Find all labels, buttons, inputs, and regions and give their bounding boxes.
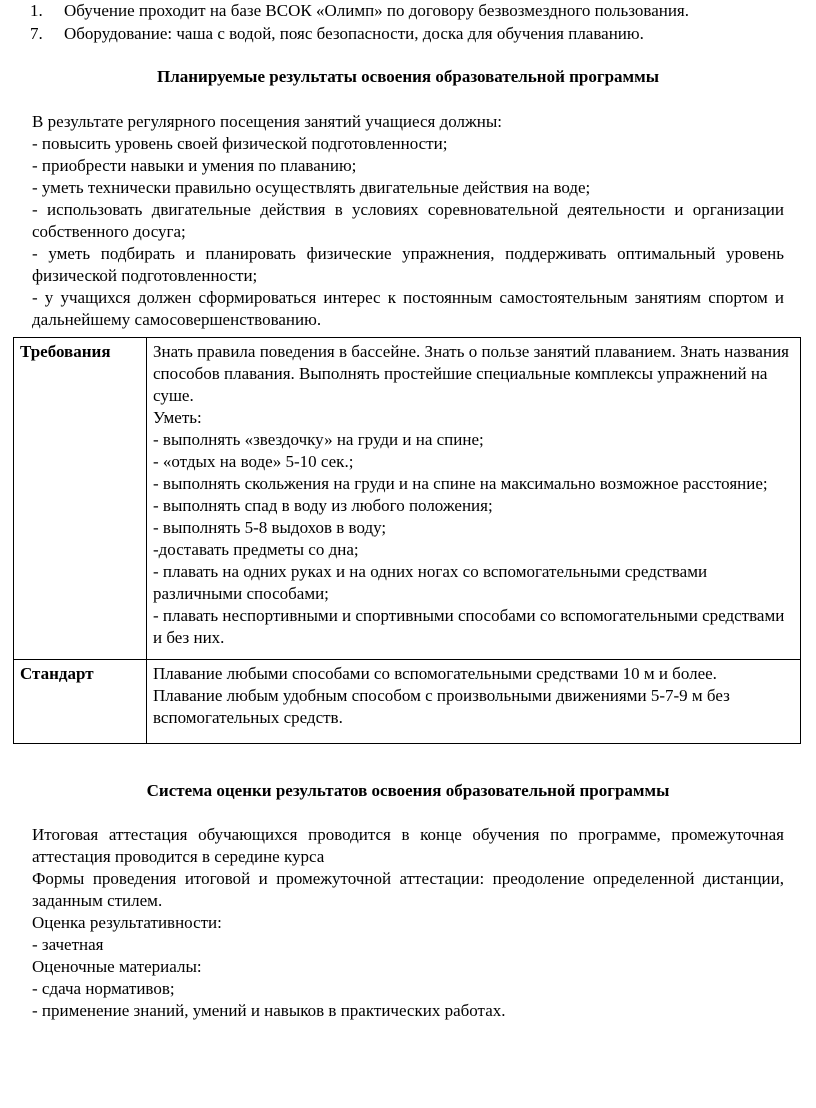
section-heading-assessment: Система оценки результатов освоения образовательной программы bbox=[146, 781, 670, 800]
cell-line: - выполнять скольжения на груди и на спине на максимально возможное расстояние; bbox=[153, 474, 768, 493]
cell-line: Уметь: bbox=[153, 408, 202, 427]
cell-line: Знать правила поведения в бассейне. Знать о пользе занятий плаванием. Знать названия способов плавания. Выполнять простейшие специальные комплексы упражнений на суше. bbox=[153, 342, 789, 405]
list-text: Оборудование: чаша с водой, пояс безопасности, доска для обучения плаванию. bbox=[64, 24, 644, 43]
cell-line: Плавание любыми способами со вспомогательными средствами 10 м и более. bbox=[153, 664, 717, 683]
list-number: 1. bbox=[30, 1, 43, 20]
cell-line: Плавание любым удобным способом с произвольными движениями 5-7-9 м без вспомогательных средств. bbox=[153, 686, 730, 727]
row-label-standard: Стандарт bbox=[14, 660, 147, 744]
results-intro: В результате регулярного посещения занятий учащиеся должны: bbox=[32, 112, 503, 131]
cell-line: -доставать предметы со дна; bbox=[153, 540, 359, 559]
results-item: - использовать двигательные действия в условиях соревновательной деятельности и организации собственного досуга; bbox=[32, 200, 784, 241]
table-row bbox=[14, 338, 801, 660]
numbered-list bbox=[30, 0, 790, 46]
cell-line: - «отдых на воде» 5-10 сек.; bbox=[153, 452, 354, 471]
requirements-cell bbox=[147, 338, 801, 660]
cell-line: - выполнять 5-8 выдохов в воду; bbox=[153, 518, 387, 537]
cell-line: - плавать на одних руках и на одних ногах со вспомогательными средствами различными способами; bbox=[153, 562, 708, 603]
results-item: - уметь технически правильно осуществлять двигательные действия на воде; bbox=[32, 178, 591, 197]
results-item: - приобрести навыки и умения по плаванию; bbox=[32, 156, 357, 175]
assessment-block bbox=[32, 824, 784, 1022]
cell-line: - выполнять «звездочку» на груди и на спине; bbox=[153, 430, 484, 449]
section-heading-results: Планируемые результаты освоения образовательной программы bbox=[157, 67, 659, 86]
cell-line: - выполнять спад в воду из любого положения; bbox=[153, 496, 493, 515]
list-text: Обучение проходит на базе ВСОК «Олимп» по договору безвозмездного пользования. bbox=[64, 1, 689, 20]
results-item: - у учащихся должен сформироваться интерес к постоянным самостоятельным занятиям спортом и дальнейшему самосовершенствованию. bbox=[32, 288, 784, 329]
results-item: - повысить уровень своей физической подготовленности; bbox=[32, 134, 448, 153]
assessment-para: Формы проведения итоговой и промежуточной аттестации: преодоление определенной дистанции, заданным стилем. bbox=[32, 869, 784, 910]
list-item bbox=[30, 0, 790, 23]
cell-line: - плавать неспортивными и спортивными способами со вспомогательными средствами и без них. bbox=[153, 606, 785, 647]
list-item bbox=[30, 23, 790, 46]
assessment-para: - зачетная bbox=[32, 935, 104, 954]
table-row bbox=[14, 660, 801, 744]
standard-cell bbox=[147, 660, 801, 744]
requirements-table bbox=[13, 337, 801, 744]
assessment-para: - сдача нормативов; bbox=[32, 979, 175, 998]
list-number: 7. bbox=[30, 24, 43, 43]
results-item: - уметь подбирать и планировать физические упражнения, поддерживать оптимальный уровень физической подготовленности; bbox=[32, 244, 784, 285]
assessment-para: Итоговая аттестация обучающихся проводится в конце обучения по программе, промежуточная аттестация проводится в середине курса bbox=[32, 825, 784, 866]
row-label-requirements: Требования bbox=[14, 338, 147, 660]
results-block bbox=[32, 111, 784, 331]
assessment-para: Оценка результативности: bbox=[32, 913, 222, 932]
assessment-para: Оценочные материалы: bbox=[32, 957, 202, 976]
assessment-para: - применение знаний, умений и навыков в практических работах. bbox=[32, 1001, 506, 1020]
